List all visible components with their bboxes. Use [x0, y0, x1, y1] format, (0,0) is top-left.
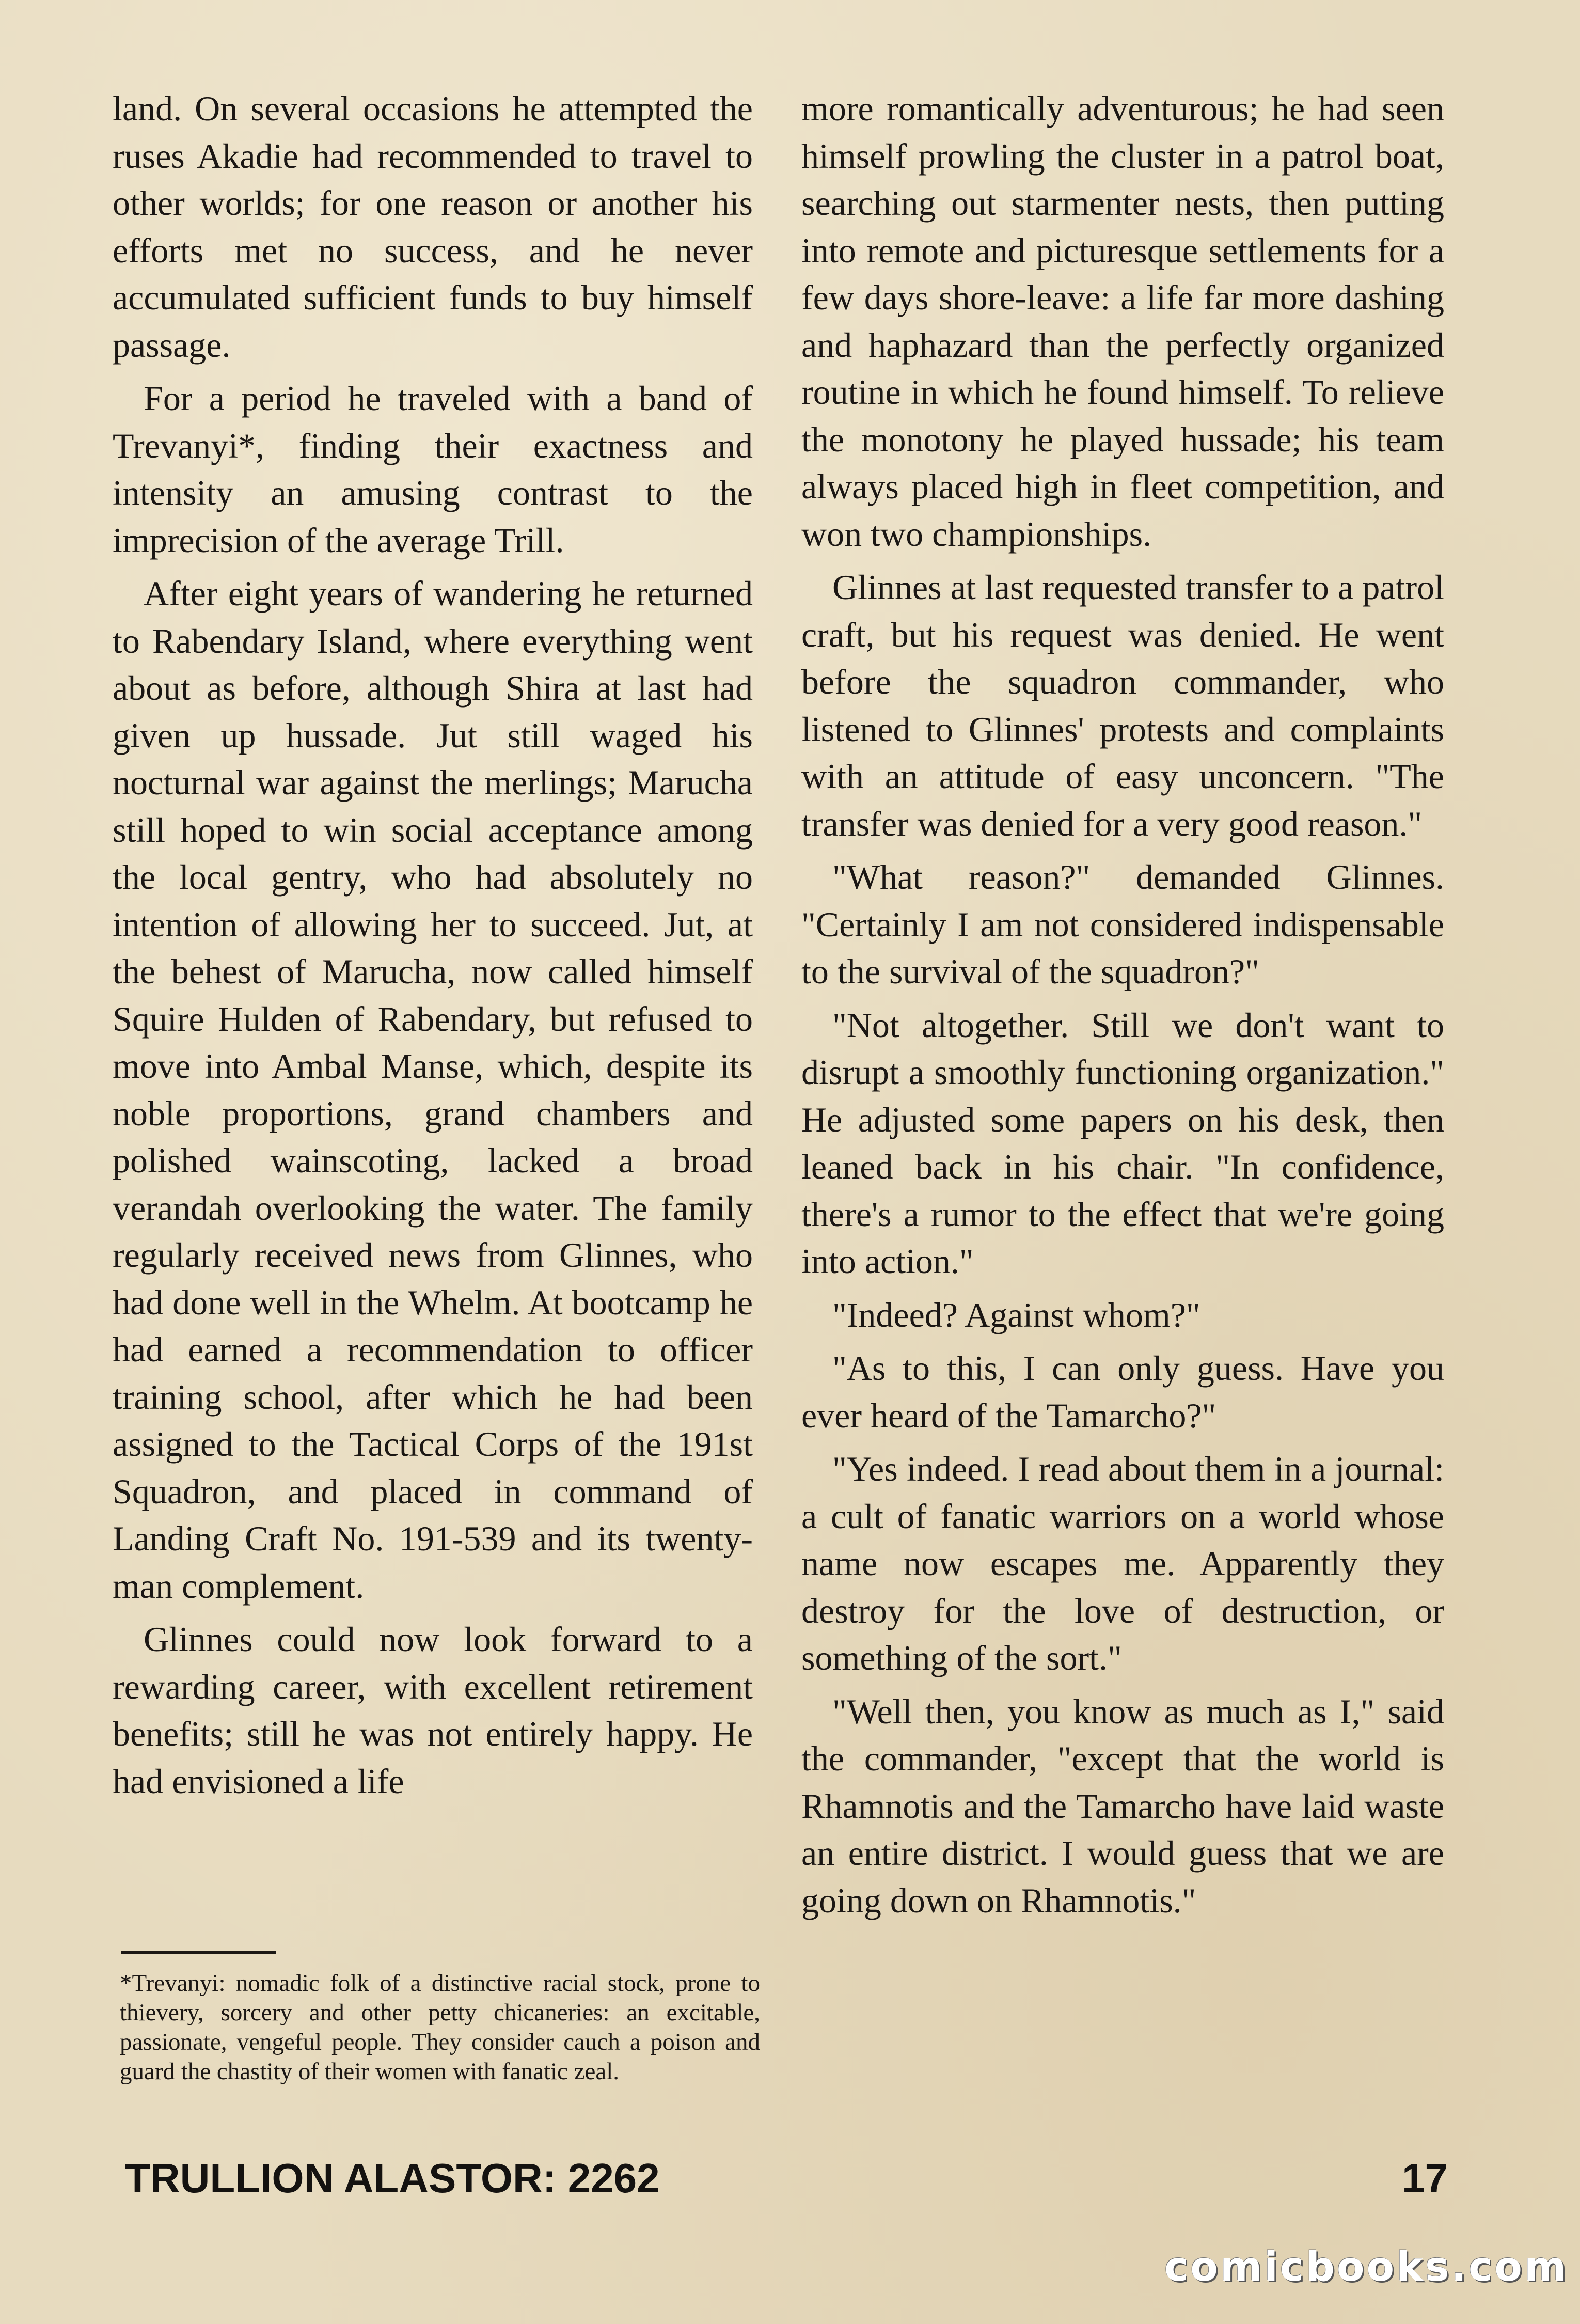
- running-footer-title: TRULLION ALASTOR: 2262: [125, 2155, 660, 2201]
- left-text-column: [113, 85, 753, 1805]
- footnote-divider: [121, 1951, 276, 1954]
- paragraph: "Well then, you know as much as I," said the commander, "except that the world is Rhamnotis and the Tamarcho have laid waste an entire district. I would guess that we are going down on Rhamnotis.": [801, 1691, 1444, 1920]
- paragraph: "Not altogether. Still we don't want to disrupt a smoothly functioning organization." He adjusted some papers on his desk, then leaned back in his chair. "In confidence, there's a rumor to the effect that we're going into action.": [801, 1005, 1444, 1281]
- watermark: comicbooks.com: [1164, 2244, 1569, 2290]
- paragraph: land. On several occasions he attempted the ruses Akadie had recommended to travel to other worlds; for one reason or another his efforts met no success, and he never accumulated sufficient funds to buy himself passage.: [113, 89, 753, 365]
- page-number: 17: [1402, 2155, 1448, 2201]
- paragraph: "As to this, I can only guess. Have you ever heard of the Tamarcho?": [801, 1348, 1444, 1435]
- paragraph: more romantically adventurous; he had seen himself prowling the cluster in a patrol boat, searching out starmenter nests, then putting into remote and picturesque settlements for a few days shore-leave: a life far more dashing and haphazard than the perfectly organized routine in which he found himself. To relieve the monotony he played hussade; his team always placed high in fleet competition, and won two championships.: [801, 89, 1444, 554]
- paragraph: After eight years of wandering he returned to Rabendary Island, where everything went about as before, although Shira at last had given up hussade. Jut still waged his nocturnal war against the merlings; Marucha still hoped to win social acceptance among the local gentry, who had absolutely no intention of allowing her to succeed. Jut, at the behest of Marucha, now called himself Squire Hulden of Rabendary, but refused to move into Ambal Manse, which, despite its noble proportions, grand chambers and polished wainscoting, lacked a broad verandah overlooking the water. The family regularly received news from Glinnes, who had done well in the Whelm. At bootcamp he had earned a recommendation to officer training school, after which he had been assigned to the Tactical Corps of the 191st Squadron, and placed in command of Landing Craft No. 191-539 and its twenty-man complement.: [113, 574, 753, 1606]
- paragraph: For a period he traveled with a band of Trevanyi*, finding their exactness and intensity an amusing contrast to the imprecision of the average Trill.: [113, 379, 753, 560]
- footnote: *Trevanyi: nomadic folk of a distinctive racial stock, prone to thievery, sorcery and other petty chicaneries: an excitable, passionate, vengeful people. They consider cauch a poison and guard the chastity of their women with fanatic zeal.: [120, 1970, 760, 2085]
- paragraph: "Yes indeed. I read about them in a journal: a cult of fanatic warriors on a world whose name now escapes me. Apparently they destroy for the love of destruction, or something of the sort.": [801, 1449, 1444, 1677]
- paragraph: "Indeed? Against whom?": [832, 1295, 1200, 1334]
- paragraph: Glinnes could now look forward to a rewarding career, with excellent retirement benefits; still he was not entirely happy. He had envisioned a life: [113, 1620, 753, 1801]
- right-text-column: [801, 85, 1444, 1924]
- paragraph: Glinnes at last requested transfer to a patrol craft, but his request was denied. He went before the squadron commander, who listened to Glinnes' protests and complaints with an attitude of easy unconcern. "The transfer was denied for a very good reason.": [801, 568, 1444, 843]
- paragraph: "What reason?" demanded Glinnes. "Certainly I am not considered indispensable to the survival of the squadron?": [801, 857, 1444, 991]
